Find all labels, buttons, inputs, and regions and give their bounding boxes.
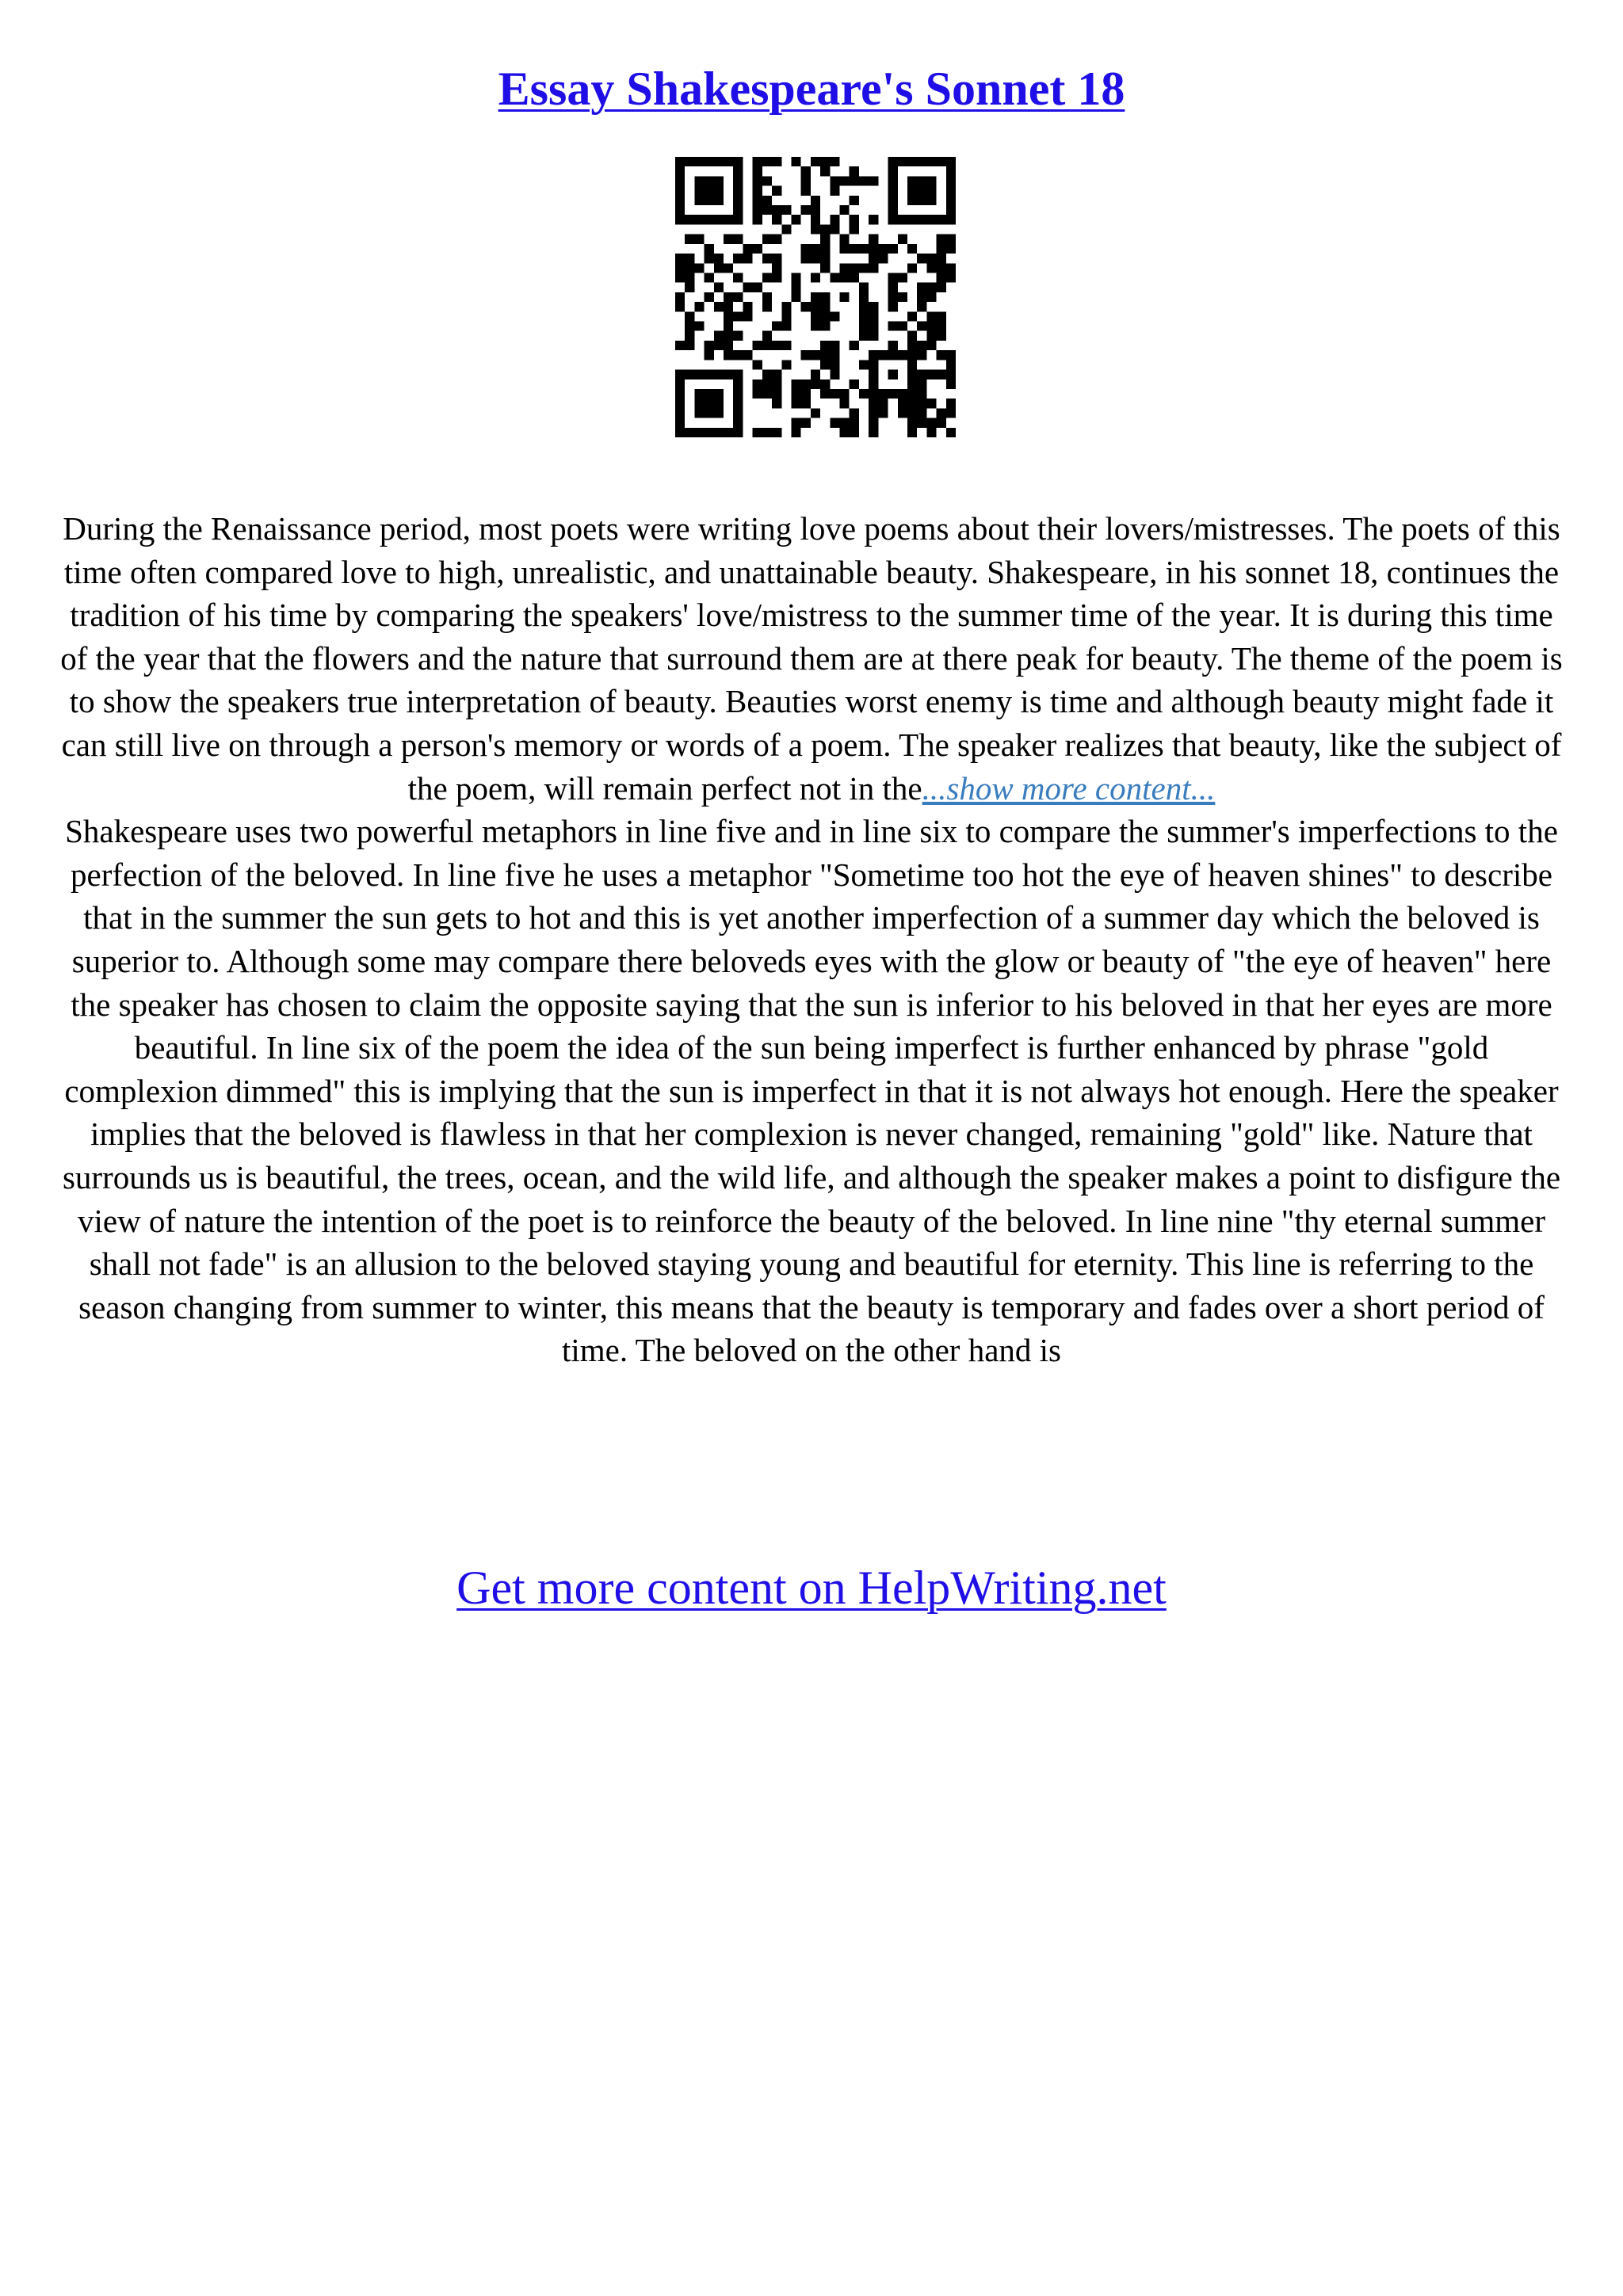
footer bbox=[0, 1556, 1623, 1619]
qr-code-icon bbox=[675, 157, 956, 437]
paragraph-1 bbox=[55, 507, 1568, 810]
get-more-content-link[interactable]: Get more content on HelpWriting.net bbox=[456, 1562, 1167, 1614]
title-link[interactable]: Essay Shakespeare's Sonnet 18 bbox=[498, 63, 1125, 115]
show-more-link[interactable]: ...show more content... bbox=[922, 769, 1216, 807]
essay-body bbox=[55, 507, 1568, 1372]
paragraph-2: Shakespeare uses two powerful metaphors in line five and in line six to compare the summer's imperfections to the perfection of the beloved. In line five he uses a metaphor "Sometime too hot the eye of heaven shines" to describe that in the summer the sun gets to hot and this is yet another imperfection of a summer day which the beloved is superior to. Although some may compare there beloveds eyes with the glow or beauty of "the eye of heaven" here the speaker has chosen to claim the opposite saying that the sun is inferior to his beloved in that her eyes are more beautiful. In line six of the poem the idea of the sun being imperfect is further enhanced by phrase "gold complexion dimmed" this is implying that the sun is imperfect in that it is not always hot enough. Here the speaker implies that the beloved is flawless in that her complexion is never changed, remaining "gold" like. Nature that surrounds us is beautiful, the trees, ocean, and the wild life, and although the speaker makes a point to disfigure the view of nature the intention of the poet is to reinforce the beauty of the beloved. In line nine "thy eternal summer shall not fade" is an allusion to the beloved staying young and beautiful for eternity. This line is referring to the season changing from summer to winter, this means that the beauty is temporary and fades over a short period of time. The beloved on the other hand is bbox=[62, 813, 1561, 1369]
document-title bbox=[0, 57, 1623, 120]
paragraph-1-text: During the Renaissance period, most poets were writing love poems about their lovers/mistresses. The poets of this time often compared love to high, unrealistic, and unattainable beauty. Shakespeare, in his sonnet 18, continues the tradition of his time by comparing the speakers' love/mistress to the summer time of the year. It is during this time of the year that the flowers and the nature that surround them are at there peak for beauty. The theme of the poem is to show the speakers true interpretation of beauty. Beauties worst enemy is time and although beauty might fade it can still live on through a person's memory or words of a poem. The speaker realizes that beauty, like the subject of the poem, will remain perfect not in the bbox=[60, 510, 1563, 807]
